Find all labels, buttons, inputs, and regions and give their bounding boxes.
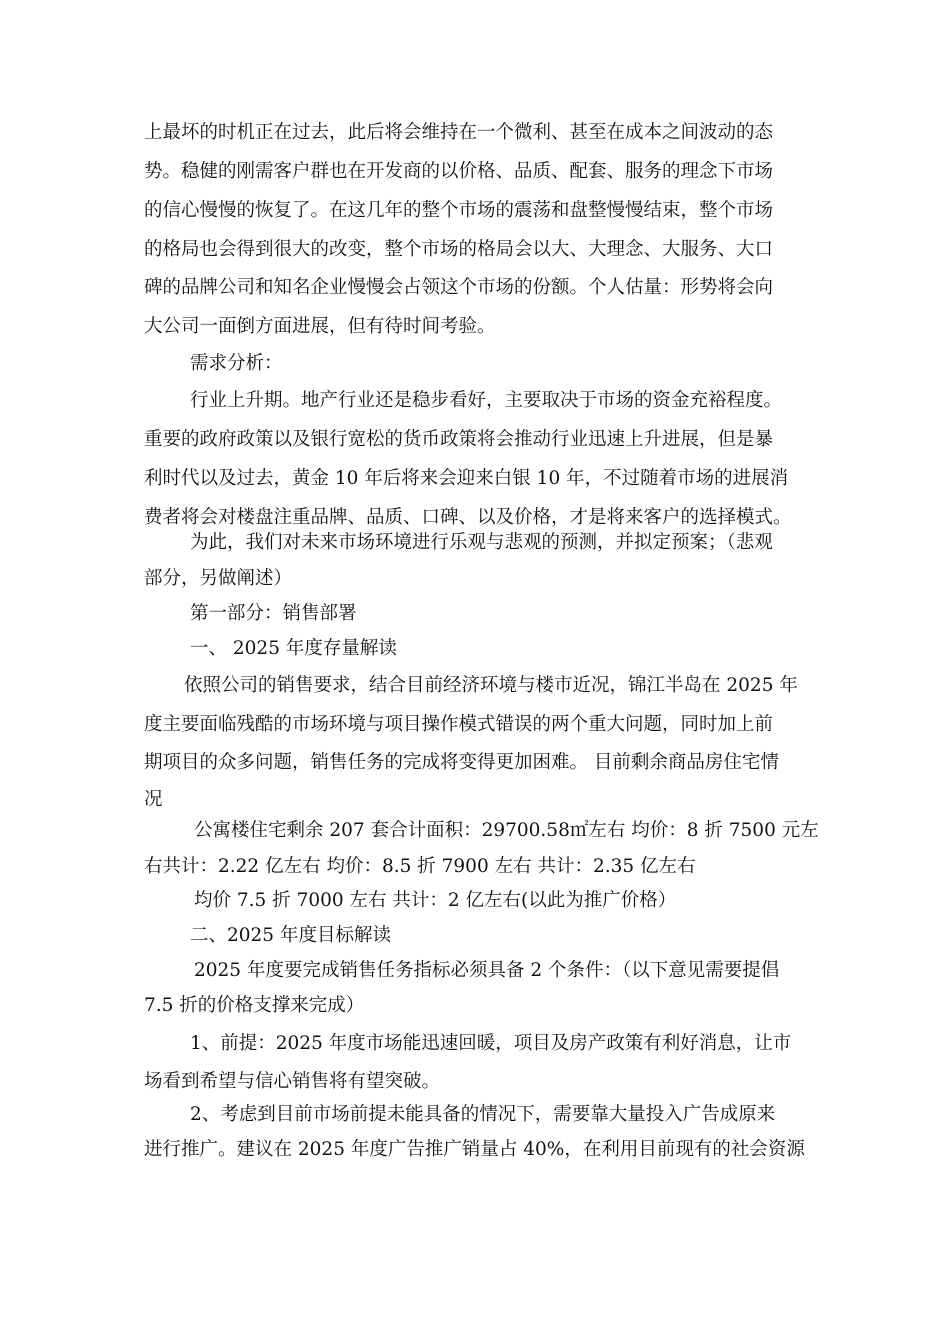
- text-line: 2、考虑到目前市场前提未能具备的情况下，需要靠大量投入广告成原来: [190, 1104, 776, 1125]
- text-line: 势。稳健的刚需客户群也在开发商的以价格、品质、配套、服务的理念下市场: [144, 161, 774, 182]
- text-line: 7.5 折的价格支撑来完成）: [144, 995, 365, 1016]
- text-line: 度主要面临残酷的市场环境与项目操作模式错误的两个重大问题，同时加上前: [144, 714, 774, 735]
- text-line: 为此，我们对未来市场环境进行乐观与悲观的预测，并拟定预案；（悲观: [190, 532, 773, 553]
- text-line: 2025 年度要完成销售任务指标必须具备 2 个条件：（以下意见需要提倡: [194, 960, 780, 981]
- text-line: 部分，另做阐述）: [144, 568, 293, 589]
- text-line: 重要的政府政策以及银行宽松的货币政策将会推动行业迅速上升进展，但是暴: [144, 429, 774, 450]
- section-heading: 二、2025 年度目标解读: [190, 925, 391, 946]
- text-line: 费者将会对楼盘注重品牌、品质、口碑、以及价格，才是将来客户的选择模式。: [144, 507, 792, 528]
- section-label: 需求分析：: [190, 353, 283, 374]
- text-line: 依照公司的销售要求，结合目前经济环境与楼市近况，锦江半岛在 2025 年: [184, 675, 798, 696]
- text-line: 右共计：2.22 亿左右 均价：8.5 折 7900 左右 共计：2.35 亿左右: [144, 856, 696, 877]
- text-line: 进行推广。建议在 2025 年度广告推广销量占 40%，在利用目前现有的社会资源: [144, 1139, 805, 1160]
- text-line: 1、前提：2025 年度市场能迅速回暖，项目及房产政策有利好消息，让市: [190, 1033, 792, 1054]
- text-line: 行业上升期。地产行业还是稳步看好，主要取决于市场的资金充裕程度。: [190, 390, 783, 411]
- text-line: 碑的品牌公司和知名企业慢慢会占领这个市场的份额。个人估量：形势将会向: [144, 277, 774, 298]
- text-line: 的格局也会得到很大的改变，整个市场的格局会以大、大理念、大服务、大口: [144, 239, 774, 260]
- text-line: 上最坏的时机正在过去，此后将会维持在一个微利、甚至在成本之间波动的态: [144, 122, 774, 143]
- text-line: 大公司一面倒方面进展，但有待时间考验。: [144, 316, 496, 337]
- section-heading: 一、 2025 年度存量解读: [190, 638, 397, 659]
- text-line: 场看到希望与信心销售将有望突破。: [144, 1071, 441, 1092]
- text-line: 利时代以及过去，黄金 10 年后将来会迎来白银 10 年，不过随着市场的进展消: [144, 468, 789, 489]
- text-line: 均价 7.5 折 7000 左右 共计：2 亿左右(以此为推广价格）: [194, 890, 677, 911]
- text-line: 公寓楼住宅剩余 207 套合计面积：29700.58㎡左右 均价：8 折 7500 元左: [194, 820, 819, 841]
- text-line: 期项目的众多问题，销售任务的完成将变得更加困难。 目前剩余商品房住宅情: [144, 752, 779, 773]
- text-line: 的信心慢慢的恢复了。在这几年的整个市场的震荡和盘整慢慢结束，整个市场: [144, 200, 774, 221]
- text-line: 况: [144, 789, 163, 810]
- section-heading: 第一部分：销售部署: [190, 603, 357, 624]
